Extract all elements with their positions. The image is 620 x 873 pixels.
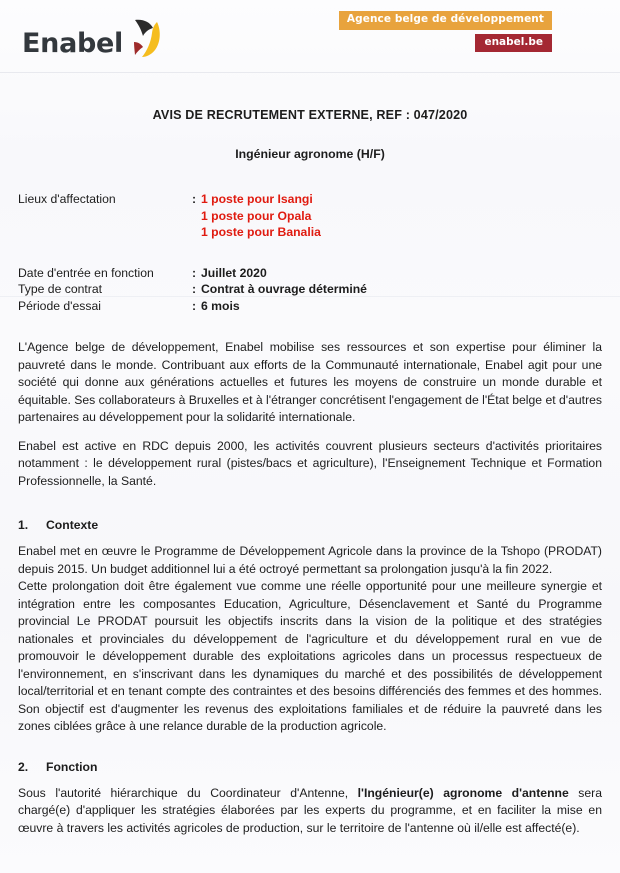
section-contexte-number: 1. xyxy=(18,518,29,532)
contract-row-start-date xyxy=(18,265,602,282)
belgian-tricolor-swoosh-icon xyxy=(125,16,165,60)
contract-label: Période d'essai xyxy=(18,298,101,313)
document-body xyxy=(18,96,602,837)
enabel-wordmark: Enabel xyxy=(22,28,123,59)
scan-fold-line xyxy=(0,72,620,73)
section-fonction-text-bold: l'Ingénieur(e) agronome d'antenne xyxy=(357,785,569,800)
section-contexte-paragraph-2: Cette prolongation doit être également vue comme une réelle opportunité pour une meilleure synergie et intégration entre les composantes Education, Agriculture, Désenclavement et Santé du Programme provincial Le PRODAT poursuit les objectifs inscrits dans la vision de la politique et des stratégies nationales et provinciales du développement de l'agriculture et du développement rural en vue de promouvoir le développement durable des exploitations agricoles dans un processus respectueux de l'environnement, en s'inscrivant dans les dynamiques du marché et des possibilités de développement local/territorial et en tenant compte des contraintes et des besoins différenciés des femmes et des hommes. Son objectif est d'augmenter les revenus des exploitations familiales et de réduire la pauvreté dans les zones ciblées grâce à une relance durable de la production agricole. xyxy=(18,579,602,733)
postings-separator: : xyxy=(192,192,197,206)
section-fonction xyxy=(18,760,602,838)
section-fonction-number: 2. xyxy=(18,759,29,774)
postings-value-1: 1 poste pour Isangi xyxy=(201,192,313,206)
contract-label: Type de contrat xyxy=(18,282,103,296)
section-fonction-title: Fonction xyxy=(46,759,98,774)
postings-value-3: 1 poste pour Banalia xyxy=(201,225,321,239)
contract-details-block xyxy=(18,265,602,315)
postings-row xyxy=(18,208,602,225)
contract-separator: : xyxy=(192,282,197,296)
website-badge: enabel.be xyxy=(475,34,552,53)
postings-row xyxy=(18,224,602,241)
document-header xyxy=(0,0,620,72)
section-contexte-title: Contexte xyxy=(46,518,99,532)
contract-separator: : xyxy=(192,265,197,280)
intro-paragraph-1: L'Agence belge de développement, Enabel mobilise ses ressources et son expertise pour éliminer la pauvreté dans le monde. Contribuant aux efforts de la Communauté internationale, Enabel agit pour une société qui donne aux générations actuelles et futures les moyens de construire un monde durable et équitable. Ses collaborateurs à Bruxelles et à l'étranger concrétisent l'engagement de l'État belge et d'autres partenaires au développement pour la solidarité internationale. xyxy=(18,340,602,424)
contract-value: Contrat à ouvrage déterminé xyxy=(201,282,367,296)
postings-block xyxy=(18,191,602,241)
section-fonction-heading xyxy=(18,760,602,774)
tagline-badge: Agence belge de développement xyxy=(339,11,552,30)
postings-row xyxy=(18,191,602,208)
contract-label: Date d'entrée en fonction xyxy=(18,265,154,280)
contract-row-trial-period xyxy=(18,298,602,315)
contract-row-type xyxy=(18,281,602,298)
section-fonction-text-lead: Sous l'autorité hiérarchique du Coordinateur d'Antenne, xyxy=(18,785,358,800)
section-contexte xyxy=(18,518,602,736)
section-fonction-text-tail: sera chargé(e) d'appliquer les stratégies élaborées par les experts du programme, et en faciliter la mise en œuvre à travers les activités agricoles de production, sur le territoire de l'antenne où il/elle est affecté(e). xyxy=(18,785,602,835)
contract-separator: : xyxy=(192,298,197,313)
intro-block xyxy=(18,339,602,490)
section-contexte-heading xyxy=(18,518,602,532)
enabel-logo xyxy=(22,16,165,60)
section-fonction-paragraph xyxy=(18,785,602,838)
section-contexte-paragraph-1: Enabel met en œuvre le Programme de Développement Agricole dans la province de la Tshopo (PRODAT) depuis 2015. Un budget additionnel lui a été octroyé permettant sa prolongation jusqu'à la fin 2022. xyxy=(18,544,602,576)
document-title: AVIS DE RECRUTEMENT EXTERNE, REF : 047/2020 xyxy=(152,108,468,122)
contract-value: 6 mois xyxy=(201,298,240,313)
enabel-badges xyxy=(339,9,552,52)
contract-value: Juillet 2020 xyxy=(201,265,267,280)
postings-label: Lieux d'affectation xyxy=(18,192,116,206)
document-subtitle: Ingénieur agronome (H/F) xyxy=(235,147,385,161)
postings-value-2: 1 poste pour Opala xyxy=(201,208,312,223)
intro-paragraph-2: Enabel est active en RDC depuis 2000, les activités couvrent plusieurs secteurs d'activités prioritaires notamment : le développement rural (pistes/bacs et agriculture), l'Enseignement Technique et Formation Professionnelle, la Santé. xyxy=(18,438,602,488)
